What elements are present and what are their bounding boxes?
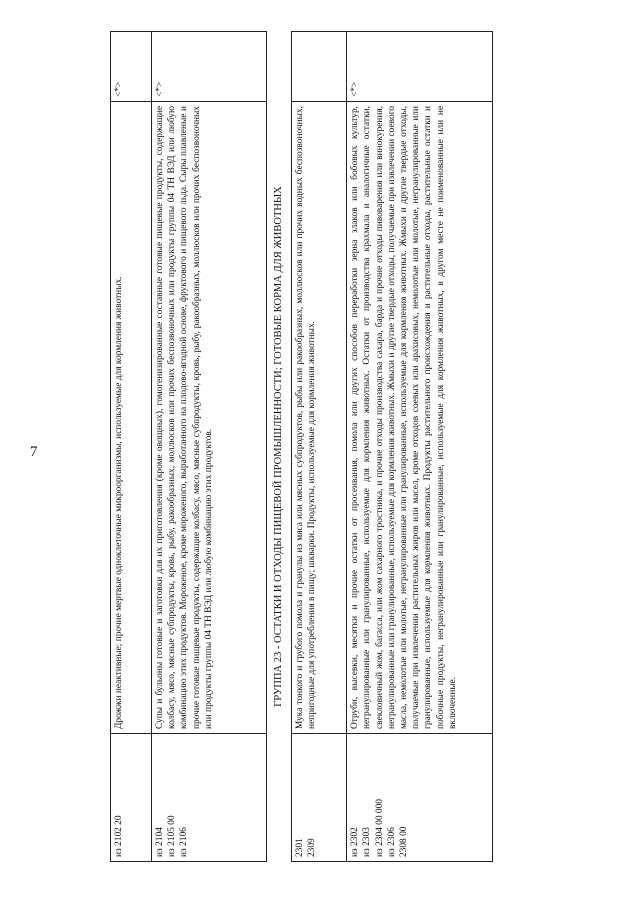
table-row	[292, 32, 347, 862]
note-cell	[292, 32, 347, 102]
tnved-code: из 2106	[179, 827, 190, 857]
tnved-code: 2309	[307, 838, 318, 857]
tnved-code: 2301	[295, 838, 306, 857]
description-cell: Супы и бульоны готовые и заготовки для их приготовления (кроме овощных), гомогенизированные составные готовые пищевые продукты, содержащие колбасу, мясо, мясные субпродукты, кровь, рыбу, ракообразных, моллюсков или прочих беспозвоночных или продукты группы 04 ТН ВЭД или любую комбинацию этих продуктов. Мороженое, кроме мороженого, выработанного на плодово-ягодной основе, фруктового и пищевого льда. Сыры плавленые и прочие готовые пищевые продукты, содержащие колбасу, мясо, мясные субпродукты, кровь, рыбу, ракообразных, моллюсков или прочих беспозвоночных или продукты группы 04 ТН ВЭД или любую комбинацию этих продуктов.	[152, 102, 267, 734]
tnved-code: из 2302	[350, 827, 361, 857]
tnved-code: из 2105 00	[167, 815, 178, 857]
note-cell: <*>	[111, 32, 152, 102]
description-cell: Мука тонкого и грубого помола и гранулы из мяса или мясных субпродуктов, рыбы или ракообразных, моллюсков или прочих водных беспозвоночных, непригодные для употребления в пищу; шкварки. Продукты, используемые для кормления животных.	[292, 102, 347, 734]
tnved-code: из 2104	[155, 827, 165, 857]
table-row	[152, 32, 267, 862]
code-cell	[152, 734, 267, 862]
group-heading: ГРУППА 23 - ОСТАТКИ И ОТХОДЫ ПИЩЕВОЙ ПРОМЫШЛЕННОСТИ; ГОТОВЫЕ КОРМА ДЛЯ ЖИВОТНЫХ	[267, 32, 292, 862]
group-heading-row	[267, 32, 292, 862]
note-cell: <*>	[347, 32, 493, 102]
table-row	[347, 32, 493, 862]
tnved-code: из 2303	[362, 827, 373, 857]
tnved-table	[110, 31, 493, 862]
page-number: 7	[30, 444, 38, 460]
description-cell: Дрожжи неактивные; прочие мертвые одноклеточные микроорганизмы, используемые для кормления животных.	[111, 102, 152, 734]
rotated-table-wrapper	[110, 32, 530, 862]
code-cell	[347, 734, 493, 862]
tnved-code: из 2306	[386, 827, 397, 857]
tnved-code: из 2102 20	[114, 815, 124, 857]
description-cell: Отруби, высевки, месятки и прочие остатки от просеивания, помола или других способов переработки зерна злаков или бобовых культур, негранулированные или гранулированные, используемые для кормления животных. Остатки от производства крахмала и аналогичные остатки, свекловичный жом, багасса, или жом сахарного тростника, и прочие отходы производства сахара, барда и прочие отходы пивоварения или винокурения, негранулированные или гранулированные, используемые для кормления животных. Жмыхи и другие твердые отходы, получаемые при извлечении соевого масла, немолотые или молотые, негранулированные или гранулированные, используемые для кормления животных. Жмыхи и другие твердые отходы, получаемые при извлечении растительных жиров или масел, кроме отходов соевых или арахисовых, немолотые или молотые, негранулированные или гранулированные, используемые для кормления животных. Продукты растительного происхождения и растительные отходы, растительные остатки и побочные продукты, негранулированные или гранулированные, используемые для кормления животных, в другом месте не поименованные или не включенные.	[347, 102, 493, 734]
note-cell: <*>	[152, 32, 267, 102]
tnved-code: из 2304 00 000	[374, 799, 385, 857]
tnved-code: 2308 00	[399, 826, 410, 857]
table-row	[111, 32, 152, 862]
code-cell	[292, 734, 347, 862]
code-cell	[111, 734, 152, 862]
